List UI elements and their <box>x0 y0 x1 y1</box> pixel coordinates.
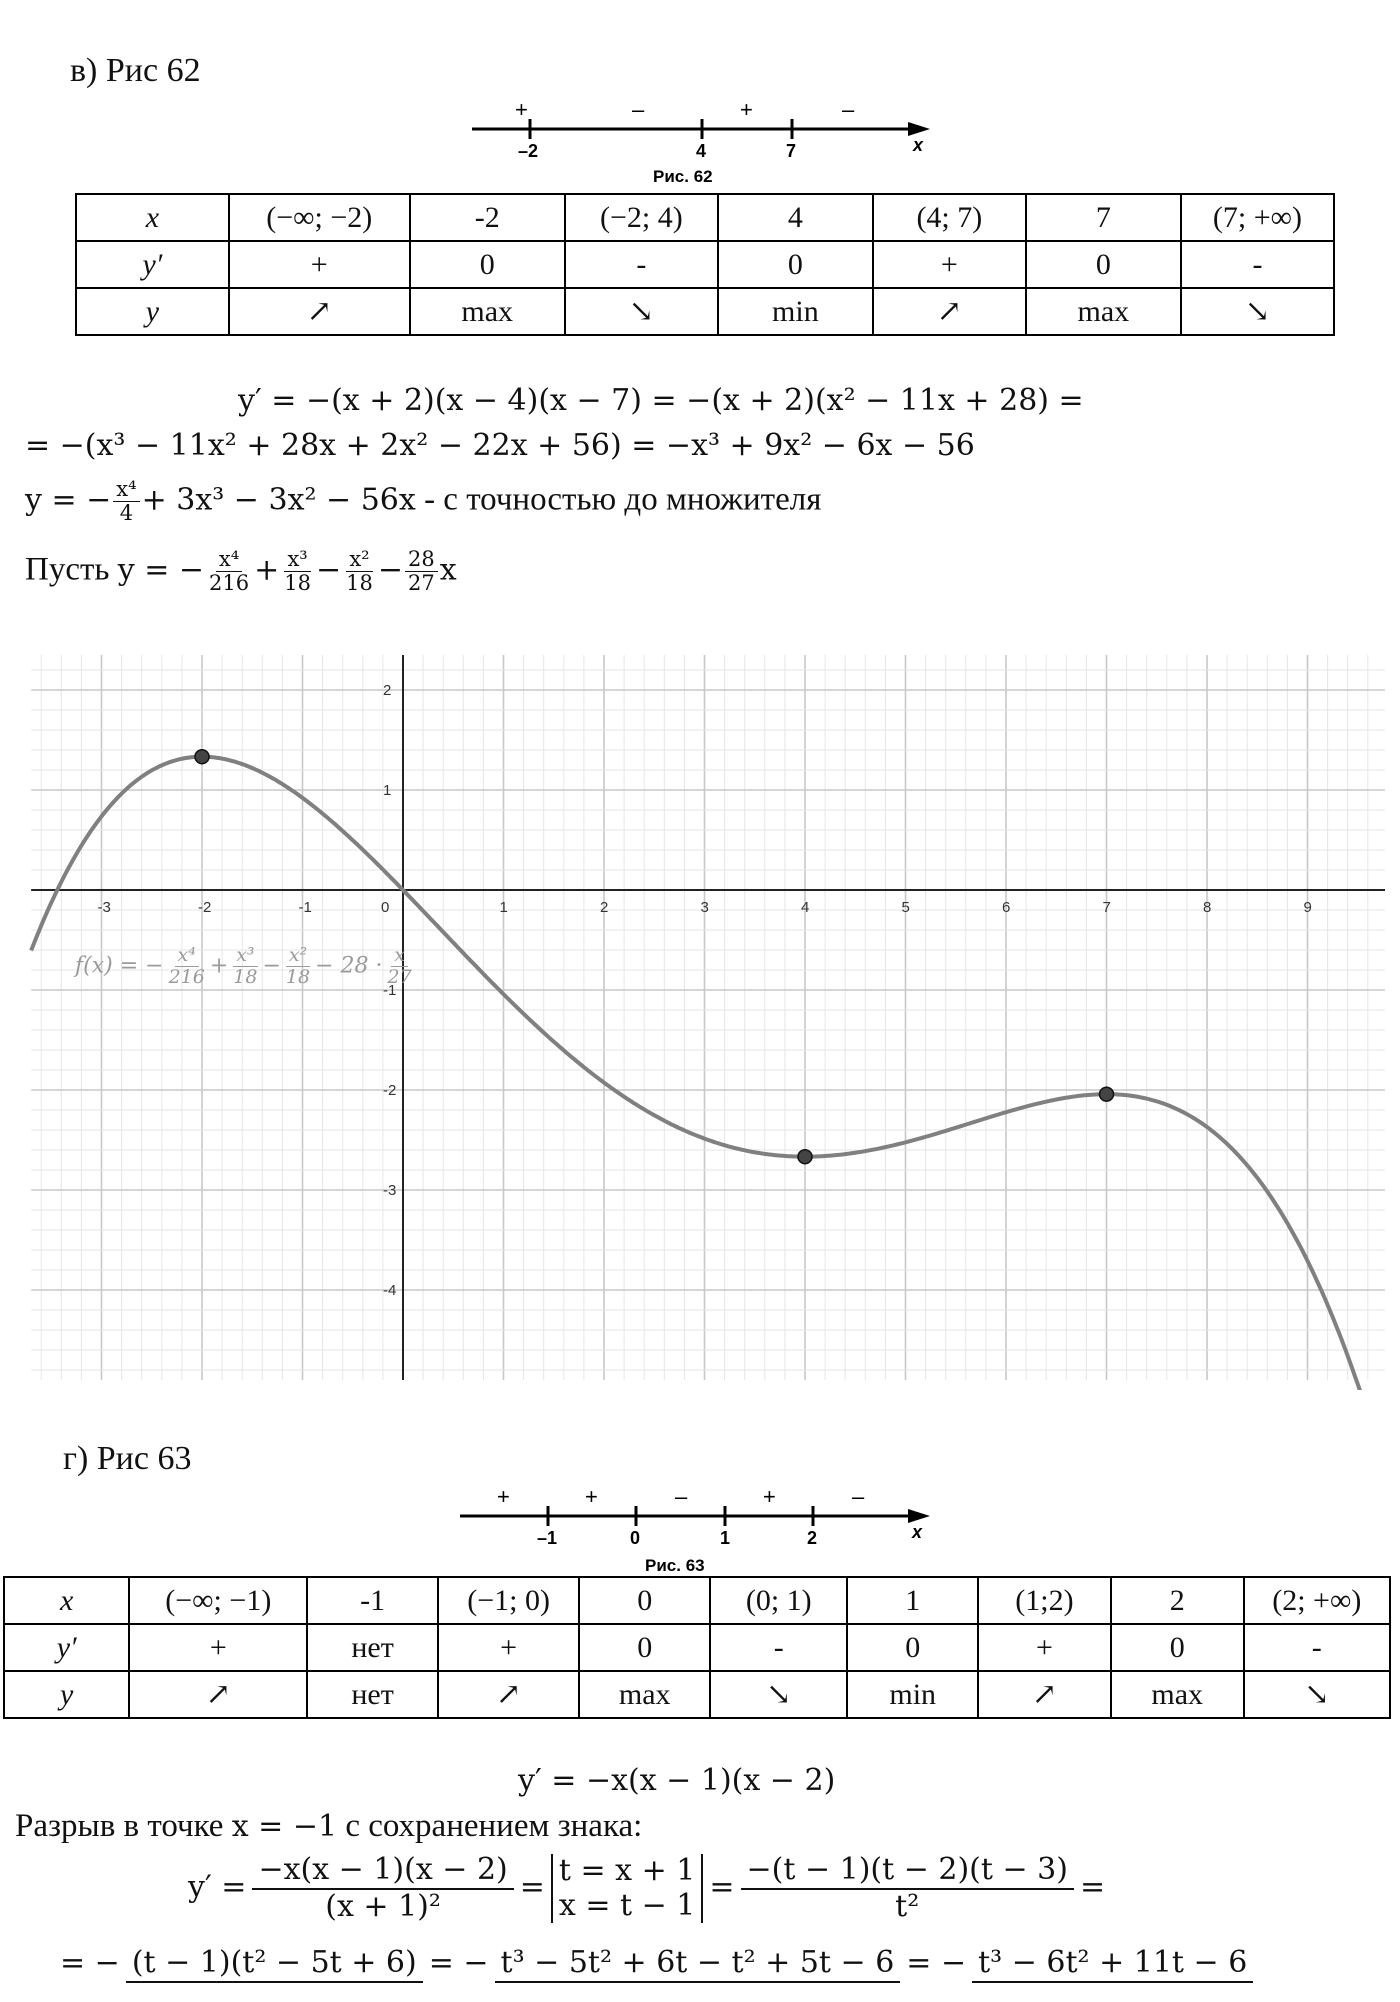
fig62-axis-label: x <box>913 135 924 155</box>
x-tick-label: 9 <box>1303 899 1312 916</box>
table-row <box>4 1624 1390 1671</box>
frac-num: x⁴ <box>175 945 199 967</box>
extremum-point <box>1100 1087 1114 1101</box>
table-cell: (−∞; −2) <box>229 194 410 241</box>
frac-num: t³ − 6t² + 11t − 6 <box>972 1946 1253 1983</box>
fig62-caption: Рис. 62 <box>653 167 713 186</box>
formula-v-4-tail: x <box>439 552 457 588</box>
formula-v-2: = −(x³ − 11x² + 28x + 2x² − 22x + 56) = −x³ + 9x² − 6x − 56 <box>25 428 975 463</box>
table-cell: + <box>978 1624 1111 1671</box>
y-tick-label: 2 <box>383 682 392 699</box>
table-cell: (−2; 4) <box>565 194 718 241</box>
table-cell: max <box>410 288 565 335</box>
table-cell: (7; +∞) <box>1181 194 1334 241</box>
fig62-sign: – <box>842 97 855 122</box>
formula-v-3-prefix: y = − <box>25 482 112 518</box>
table-cell: (1;2) <box>978 1577 1111 1624</box>
x-tick-label: 8 <box>1203 899 1212 916</box>
frac-den: 18 <box>346 571 373 596</box>
x-tick-label: 4 <box>801 899 810 916</box>
table-cell: - <box>1181 241 1334 288</box>
x-tick-label: 3 <box>700 899 709 916</box>
table-cell: min <box>847 1671 978 1718</box>
operator: = − <box>906 1945 967 1981</box>
operator: = <box>1079 1869 1106 1905</box>
x-tick-label: 6 <box>1002 899 1011 916</box>
table-cell: 0 <box>579 1624 710 1671</box>
graph-label-lhs: f(x) = − <box>75 953 164 979</box>
y-tick-label: 1 <box>383 782 392 799</box>
formula-g-2 <box>188 1853 1105 1924</box>
fig63-axis-label: x <box>912 1522 923 1542</box>
frac-den: 18 <box>284 571 311 596</box>
fig63-sign: + <box>763 1484 776 1509</box>
x-tick-label: 5 <box>901 899 910 916</box>
table-cell: нет <box>307 1671 438 1718</box>
x-tick-label: 1 <box>499 899 508 916</box>
frac-num: x² <box>346 548 372 572</box>
table-cell: ↗ <box>129 1671 307 1718</box>
formula-g-3 <box>60 1946 1259 1983</box>
table-cell: x <box>4 1577 129 1624</box>
table-cell: + <box>438 1624 580 1671</box>
table-row <box>4 1577 1390 1624</box>
x-tick-label: 7 <box>1102 899 1111 916</box>
y-tick-label: -3 <box>383 1182 397 1199</box>
y-tick-label: -4 <box>383 1282 397 1299</box>
formula-g-2-lhs: y′ = <box>188 1869 247 1905</box>
fig62-sign: + <box>740 97 753 122</box>
table-cell: 2 <box>1111 1577 1244 1624</box>
function-graph <box>25 650 1385 1390</box>
table-cell: 0 <box>1026 241 1181 288</box>
frac-num: (t − 1)(t² − 5t + 6) <box>126 1946 423 1983</box>
table-cell: + <box>873 241 1026 288</box>
table-cell: max <box>1026 288 1181 335</box>
table-cell: ↗ <box>978 1671 1111 1718</box>
table-cell: (−∞; −1) <box>129 1577 307 1624</box>
table-cell: min <box>718 288 873 335</box>
substitution-line: t = x + 1 <box>558 1853 696 1888</box>
fig63-sign: – <box>852 1484 865 1509</box>
fig63-sign: + <box>585 1484 598 1509</box>
table-cell: max <box>579 1671 710 1718</box>
formula-v-3-text: - с точностью до множителя <box>415 481 822 518</box>
table-row <box>76 241 1334 288</box>
frac-num: −x(x − 1)(x − 2) <box>252 1853 513 1890</box>
y-tick-label: -2 <box>383 1082 397 1099</box>
table-cell: 4 <box>718 194 873 241</box>
graph-curve <box>31 757 1385 1390</box>
sign-table-62 <box>75 193 1335 336</box>
table-cell: x <box>76 194 229 241</box>
table-cell: max <box>1111 1671 1244 1718</box>
sign-table-63 <box>3 1576 1391 1719</box>
formula-g-text-math: x = −1 <box>231 1809 338 1844</box>
frac-num: 28 <box>405 548 438 572</box>
table-cell: ↗ <box>438 1671 580 1718</box>
x-tick-label: -3 <box>97 899 111 916</box>
formula-v-4 <box>25 548 457 595</box>
section-g-heading: г) Рис 63 <box>63 1440 192 1477</box>
formula-v-3 <box>25 478 821 525</box>
operator: − 28 · <box>315 953 383 979</box>
frac-num: −(t − 1)(t − 2)(t − 3) <box>741 1853 1074 1890</box>
table-cell: нет <box>307 1624 438 1671</box>
frac-den: 18 <box>233 965 258 988</box>
table-cell: y′ <box>76 241 229 288</box>
formula-v-1: y′ = −(x + 2)(x − 4)(x − 7) = −(x + 2)(x² − 11x + 28) = <box>238 383 1084 418</box>
formula-g-text-tail: с сохранением знака: <box>337 1808 643 1844</box>
frac-den: (x + 1)² <box>325 1888 441 1924</box>
substitution-bracket <box>551 1854 703 1923</box>
frac-den: t² <box>895 1888 920 1924</box>
formula-v-4-text: Пусть <box>25 551 118 588</box>
frac-num: x <box>391 945 408 967</box>
table-cell: ↗ <box>873 288 1026 335</box>
frac-den: 216 <box>168 965 205 988</box>
formula-g-3-lhs: = − <box>60 1945 120 1981</box>
operator: = − <box>428 1945 489 1981</box>
table-cell: 1 <box>847 1577 978 1624</box>
frac-den: 27 <box>407 571 435 596</box>
frac-num: x² <box>286 945 310 967</box>
table-cell: ↘ <box>1181 288 1334 335</box>
operator: − <box>377 552 403 588</box>
x-tick-label: -1 <box>298 899 312 916</box>
table-cell: y <box>4 1671 129 1718</box>
table-cell: (4; 7) <box>873 194 1026 241</box>
extremum-point <box>195 750 209 764</box>
graph-axes <box>31 655 1385 1380</box>
section-v-heading: в) Рис 62 <box>70 52 201 89</box>
sign-line-fig62 <box>460 95 940 190</box>
formula-v-3-num: x⁴ <box>113 478 139 502</box>
table-cell: y <box>76 288 229 335</box>
table-cell: ↘ <box>1244 1671 1390 1718</box>
table-cell: 0 <box>718 241 873 288</box>
x-tick-label: 2 <box>600 899 609 916</box>
fig63-caption: Рис. 63 <box>645 1556 705 1575</box>
table-cell: - <box>710 1624 847 1671</box>
fig63-sign: + <box>497 1484 510 1509</box>
fig62-tick: –2 <box>518 141 539 161</box>
table-cell: (0; 1) <box>710 1577 847 1624</box>
table-cell: y′ <box>4 1624 129 1671</box>
fig63-tick: 0 <box>630 1528 641 1548</box>
table-row <box>4 1671 1390 1718</box>
fig62-sign: – <box>632 97 645 122</box>
extremum-point <box>798 1150 812 1164</box>
graph-function-label <box>75 945 417 988</box>
table-cell: 0 <box>410 241 565 288</box>
table-row <box>76 288 1334 335</box>
formula-v-4-y: y = − <box>117 552 204 588</box>
table-cell: -1 <box>307 1577 438 1624</box>
fig62-sign: + <box>515 97 528 122</box>
frac-den: 18 <box>285 965 311 988</box>
frac-num: x³ <box>233 945 257 967</box>
table-cell: 0 <box>1111 1624 1244 1671</box>
table-cell: (2; +∞) <box>1244 1577 1390 1624</box>
formula-v-3-den: 4 <box>119 501 134 526</box>
table-row <box>76 194 1334 241</box>
table-cell: 7 <box>1026 194 1181 241</box>
operator: = <box>709 1869 735 1905</box>
fig63-tick: 2 <box>807 1528 818 1548</box>
frac-num: x⁴ <box>216 548 242 572</box>
sign-line-fig63 <box>455 1482 945 1577</box>
formula-g-1: y′ = −x(x − 1)(x − 2) <box>518 1763 836 1798</box>
table-cell: + <box>229 241 410 288</box>
operator: − <box>315 552 342 588</box>
frac-den: 27 <box>387 965 412 988</box>
table-cell: + <box>129 1624 307 1671</box>
table-cell: 0 <box>847 1624 978 1671</box>
operator: + <box>254 552 280 588</box>
table-cell: - <box>565 241 718 288</box>
fig63-tick: 1 <box>720 1528 731 1548</box>
frac-den: 216 <box>209 571 250 596</box>
formula-v-3-rest: + 3x³ − 3x² − 56x <box>141 482 416 518</box>
x-tick-label: 0 <box>381 899 390 916</box>
table-cell: (−1; 0) <box>438 1577 580 1624</box>
operator: − <box>262 953 281 979</box>
substitution-line: x = t − 1 <box>558 1887 696 1923</box>
operator: = <box>519 1869 545 1905</box>
table-cell: 0 <box>579 1577 710 1624</box>
y-tick-label: -1 <box>383 982 397 999</box>
table-cell: ↘ <box>710 1671 847 1718</box>
table-cell: ↘ <box>565 288 718 335</box>
formula-g-text-start: Разрыв в точке <box>15 1808 232 1844</box>
formula-g-text <box>15 1808 642 1845</box>
fig62-tick: 4 <box>696 141 707 161</box>
frac-num: x³ <box>284 548 310 572</box>
x-tick-label: -2 <box>198 899 212 916</box>
fig62-tick: 7 <box>786 141 797 161</box>
fig63-tick: –1 <box>537 1528 558 1548</box>
graph-grid <box>31 655 1385 1380</box>
table-cell: - <box>1244 1624 1390 1671</box>
frac-num: t³ − 5t² + 6t − t² + 5t − 6 <box>495 1946 901 1983</box>
table-cell: ↗ <box>229 288 410 335</box>
operator: + <box>209 953 229 979</box>
fig63-sign: – <box>675 1484 688 1509</box>
table-cell: -2 <box>410 194 565 241</box>
